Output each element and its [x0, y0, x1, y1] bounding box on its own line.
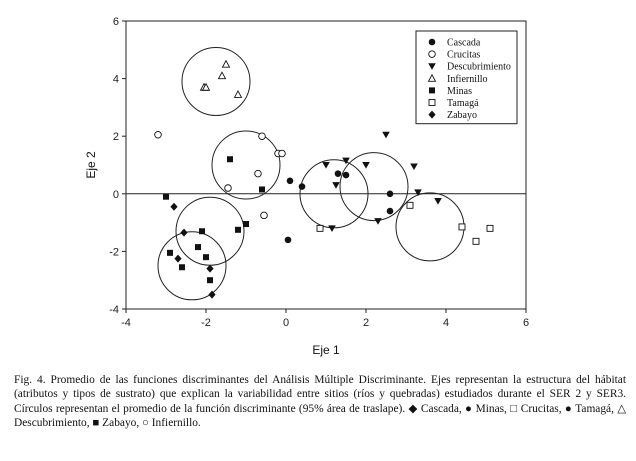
point-crucitas-2 [259, 133, 266, 140]
point-crucitas-1 [155, 131, 162, 138]
point-minas-5 [235, 227, 241, 233]
point-descubrimiento-1 [322, 162, 330, 169]
point-descubrimiento-4 [382, 132, 390, 139]
point-crucitas-7 [261, 212, 268, 219]
point-minas-7 [195, 244, 201, 250]
point-zabayo-3 [174, 255, 181, 263]
point-minas-10 [179, 264, 185, 270]
overlap-circle-2 [212, 131, 280, 199]
figure-caption: Fig. 4. Promedio de las funciones discriminantes del Análisis Múltiple Discriminante. Ejes representan la estructura del hábitat (atributos y tipos de sustrato) que explican la variabilidad entre sitios (ríos y quebradas) estudiados durante el SER 2 y SER3. Círculos representan el promedio de la función discriminante (95% área de traslape). ◆ Cascada, ● Minas, □ Crucitas, ● Tamagá, △ Descubrimiento, ■ Zabayo, ○ Infiernillo. [14, 374, 626, 429]
point-descubrimiento-5 [410, 163, 418, 170]
y-tick-label: -2 [109, 246, 119, 259]
point-infiernillo-3 [219, 72, 226, 79]
point-cascada-1 [287, 178, 294, 185]
legend-label-descubrimiento: Descubrimiento [447, 61, 511, 73]
point-tamaga-5 [487, 225, 493, 231]
point-zabayo-2 [180, 229, 187, 237]
point-descubrimiento-9 [328, 225, 336, 232]
point-infiernillo-4 [223, 61, 230, 67]
legend-label-zabayo: Zabayo [447, 110, 477, 122]
legend-label-tamaga: Tamagá [447, 98, 479, 109]
point-crucitas-4 [279, 150, 286, 157]
point-descubrimiento-3 [362, 162, 370, 169]
y-tick-label: 4 [112, 73, 119, 86]
point-cascada-5 [387, 191, 394, 198]
point-cascada-6 [387, 208, 394, 215]
x-tick-label: 4 [442, 317, 450, 329]
point-zabayo-4 [206, 265, 213, 273]
legend-marker-cascada [429, 39, 436, 46]
legend [416, 31, 517, 124]
point-descubrimiento-10 [374, 218, 382, 225]
point-minas-1 [227, 156, 233, 162]
point-tamaga-2 [407, 202, 413, 208]
legend-marker-tamaga [429, 100, 435, 106]
legend-label-crucitas: Crucitas [447, 49, 481, 61]
point-cascada-2 [299, 183, 306, 190]
point-minas-2 [259, 186, 265, 192]
legend-label-infiernillo: Infiernillo [447, 73, 488, 85]
overlap-circle-7 [158, 232, 226, 300]
legend-label-cascada: Cascada [447, 37, 481, 49]
point-cascada-3 [335, 170, 342, 177]
point-minas-3 [163, 194, 169, 200]
point-minas-8 [167, 250, 173, 256]
point-descubrimiento-7 [414, 189, 422, 196]
point-descubrimiento-8 [434, 198, 442, 205]
overlap-circle-1 [182, 47, 250, 115]
point-crucitas-5 [255, 170, 262, 177]
point-descubrimiento-6 [332, 182, 340, 189]
y-tick-label: 2 [112, 131, 119, 144]
legend-marker-crucitas [429, 51, 436, 58]
x-tick-label: -2 [201, 317, 211, 329]
point-tamaga-1 [317, 225, 323, 231]
point-infiernillo-5 [235, 91, 242, 98]
x-tick-label: 2 [362, 317, 370, 329]
point-tamaga-3 [459, 224, 465, 230]
legend-marker-minas [429, 87, 435, 93]
point-minas-9 [203, 254, 209, 260]
overlap-circle-5 [396, 193, 464, 261]
overlap-circle-4 [340, 153, 408, 221]
point-cascada-4 [343, 172, 350, 179]
point-zabayo-1 [170, 203, 177, 211]
point-minas-4 [243, 221, 249, 227]
y-tick-label: 0 [112, 188, 119, 201]
point-tamaga-4 [473, 238, 479, 244]
y-tick-label: 6 [112, 16, 119, 28]
y-axis-label: Eje 2 [84, 151, 98, 179]
x-tick-label: 6 [522, 317, 530, 329]
legend-label-minas: Minas [447, 85, 472, 97]
x-tick-label: 0 [282, 317, 290, 329]
point-minas-11 [207, 277, 213, 283]
point-crucitas-6 [225, 185, 232, 192]
point-minas-6 [199, 228, 205, 234]
y-tick-label: -4 [109, 304, 119, 316]
point-cascada-7 [285, 237, 292, 244]
x-axis-label: Eje 1 [312, 343, 340, 357]
x-tick-label: -4 [121, 317, 131, 329]
